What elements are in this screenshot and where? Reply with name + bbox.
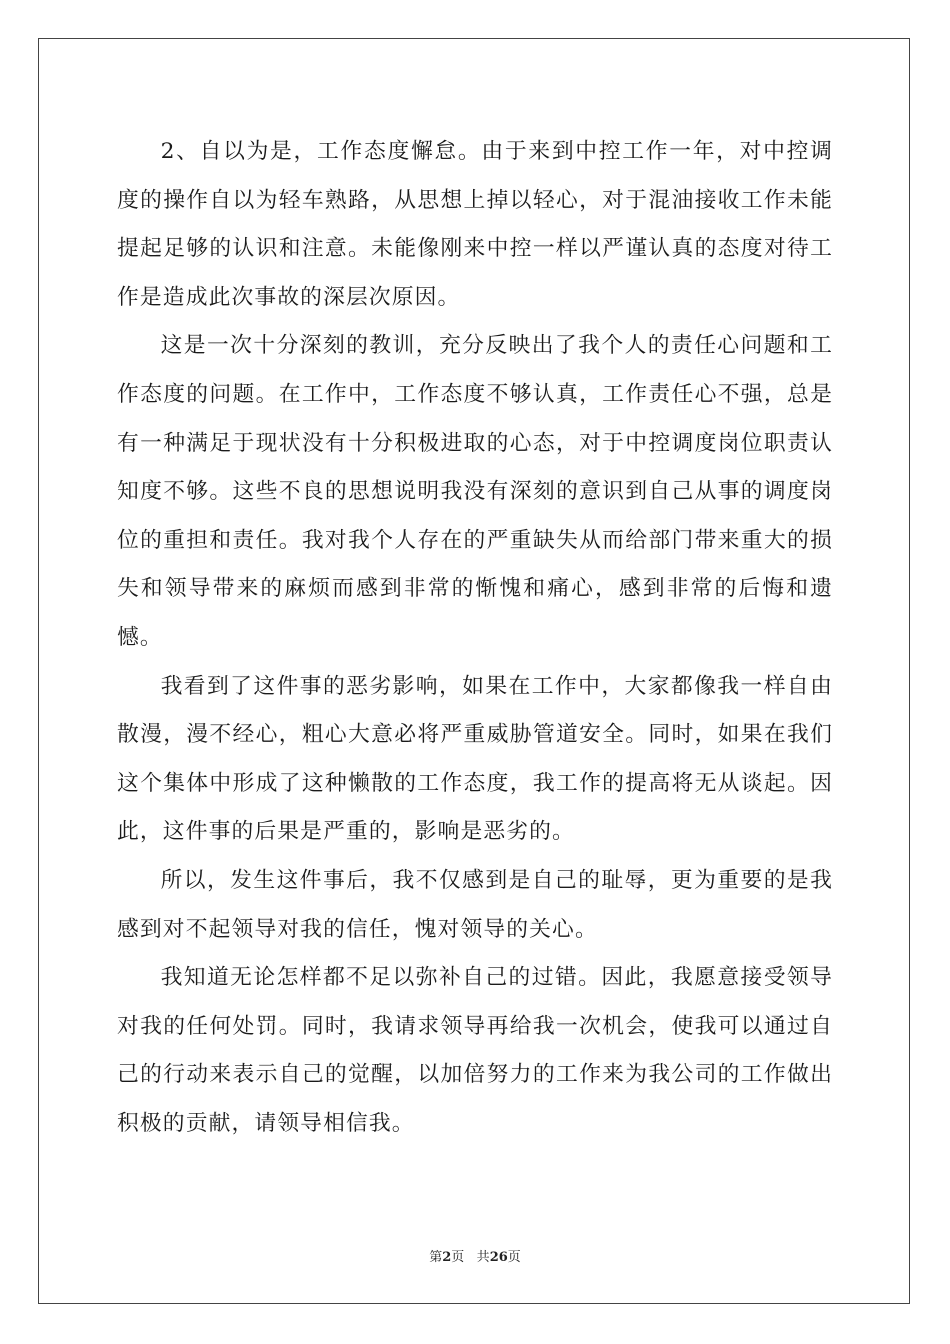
paragraph-5: 我知道无论怎样都不足以弥补自己的过错。因此，我愿意接受领导对我的任何处罚。同时，我请求领导再给我一次机会，使我可以通过自己的行动来表示自己的觉醒，以加倍努力的工作来为我公司的工作做出积极的贡献，请领导相信我。	[117, 965, 833, 1136]
paragraph-1: 2、自以为是，工作态度懈怠。由于来到中控工作一年，对中控调度的操作自以为轻车熟路，从思想上掉以轻心，对于混油接收工作未能提起足够的认识和注意。未能像刚来中控一样以严谨认真的态度对待工作是造成此次事故的深层次原因。	[117, 139, 833, 310]
current-page-number: 2	[442, 1250, 452, 1265]
page-footer	[0, 1246, 950, 1265]
footer-prefix: 第	[429, 1250, 443, 1265]
total-pages-number: 26	[489, 1250, 508, 1265]
footer-page-unit: 页	[451, 1250, 465, 1265]
paragraph-3: 我看到了这件事的恶劣影响，如果在工作中，大家都像我一样自由散漫，漫不经心，粗心大意必将严重威胁管道安全。同时，如果在我们这个集体中形成了这种懒散的工作态度，我工作的提高将无从谈起。因此，这件事的后果是严重的，影响是恶劣的。	[117, 673, 833, 845]
document-body	[117, 128, 833, 1148]
paragraph-4: 所以，发生这件事后，我不仅感到是自己的耻辱，更为重要的是我感到对不起领导对我的信任，愧对领导的关心。	[117, 867, 833, 942]
footer-total-prefix: 共	[476, 1250, 490, 1265]
footer-total-unit: 页	[507, 1250, 521, 1265]
paragraph-2: 这是一次十分深刻的教训，充分反映出了我个人的责任心问题和工作态度的问题。在工作中，工作态度不够认真，工作责任心不强，总是有一种满足于现状没有十分积极进取的心态，对于中控调度岗位职责认知度不够。这些不良的思想说明我没有深刻的意识到自己从事的调度岗位的重担和责任。我对我个人存在的严重缺失从而给部门带来重大的损失和领导带来的麻烦而感到非常的惭愧和痛心，感到非常的后悔和遗憾。	[117, 333, 833, 650]
